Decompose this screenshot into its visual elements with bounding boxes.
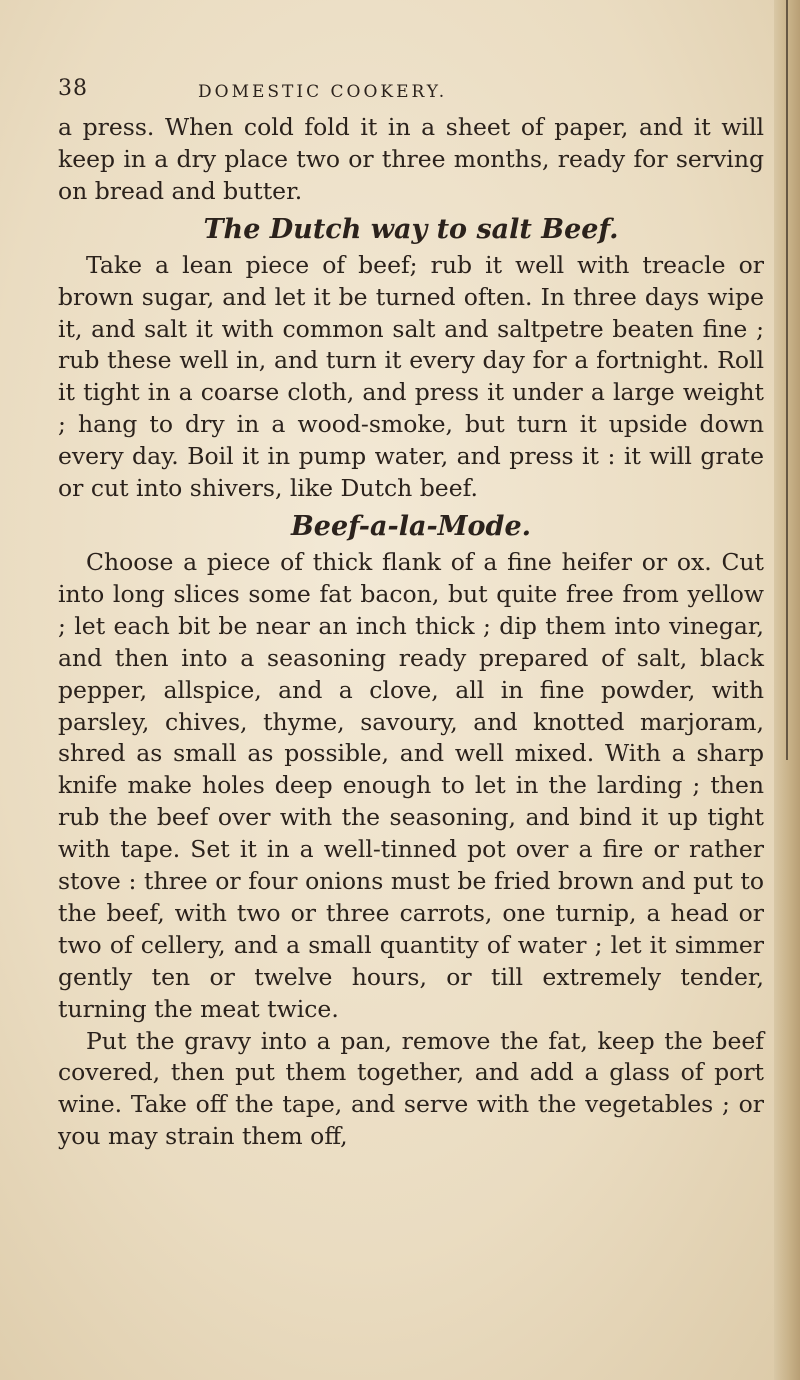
running-head: DOMESTIC COOKERY. <box>198 82 448 102</box>
recipe-body-dutch-salt-beef: Take a lean piece of beef; rub it well with treacle or brown sugar, and let it be turned often. In three days wipe it, and salt it with common salt and saltpetre beaten fine ; rub these well in, and turn it every day for a fortnight. Roll it tight in a coarse cloth, and press it under a large weight ; hang to dry in a wood-smoke, but turn it upside down every day. Boil it in pump water, and press it : it will grate or cut into shivers, like Dutch beef. <box>58 250 764 503</box>
intro-paragraph: a press. When cold fold it in a sheet of paper, and it will keep in a dry place two or three months, ready for serving on bread and butter. <box>58 113 764 205</box>
page-text <box>58 112 764 1153</box>
page-number: 38 <box>58 76 88 101</box>
recipe-title-dutch-salt-beef: The Dutch way to salt Beef. <box>203 213 619 245</box>
recipe-body-beef-a-la-mode: Choose a piece of thick flank of a fine heifer or ox. Cut into long slices some fat bacon, but quite free from yellow ; let each bit be near an inch thick ; dip them into vinegar, and then into a seasoning ready prepared of salt, black pepper, allspice, and a clove, all in fine powder, with parsley, chives, thyme, savoury, and knotted marjoram, shred as small as possible, and well mixed. With a sharp knife make holes deep enough to let in the larding ; then rub the beef over with the seasoning, and bind it up tight with tape. Set it in a well-tinned pot over a fire or rather stove : three or four onions must be fried brown and put to the beef, with two or three carrots, one turnip, a head or two of cellery, and a small quantity of water ; let it simmer gently ten or twelve hours, or till extremely tender, turning the meat twice. <box>58 547 764 1023</box>
recipe-title-beef-a-la-mode: Beef-a-la-Mode. <box>290 510 532 542</box>
page-header <box>58 76 718 106</box>
recipe-body-beef-a-la-mode-continued: Put the gravy into a pan, remove the fat, keep the beef covered, then put them together, and add a glass of port wine. Take off the tape, and serve with the vegetables ; or you may strain them off, <box>58 1026 764 1151</box>
page-border-line <box>786 0 788 760</box>
